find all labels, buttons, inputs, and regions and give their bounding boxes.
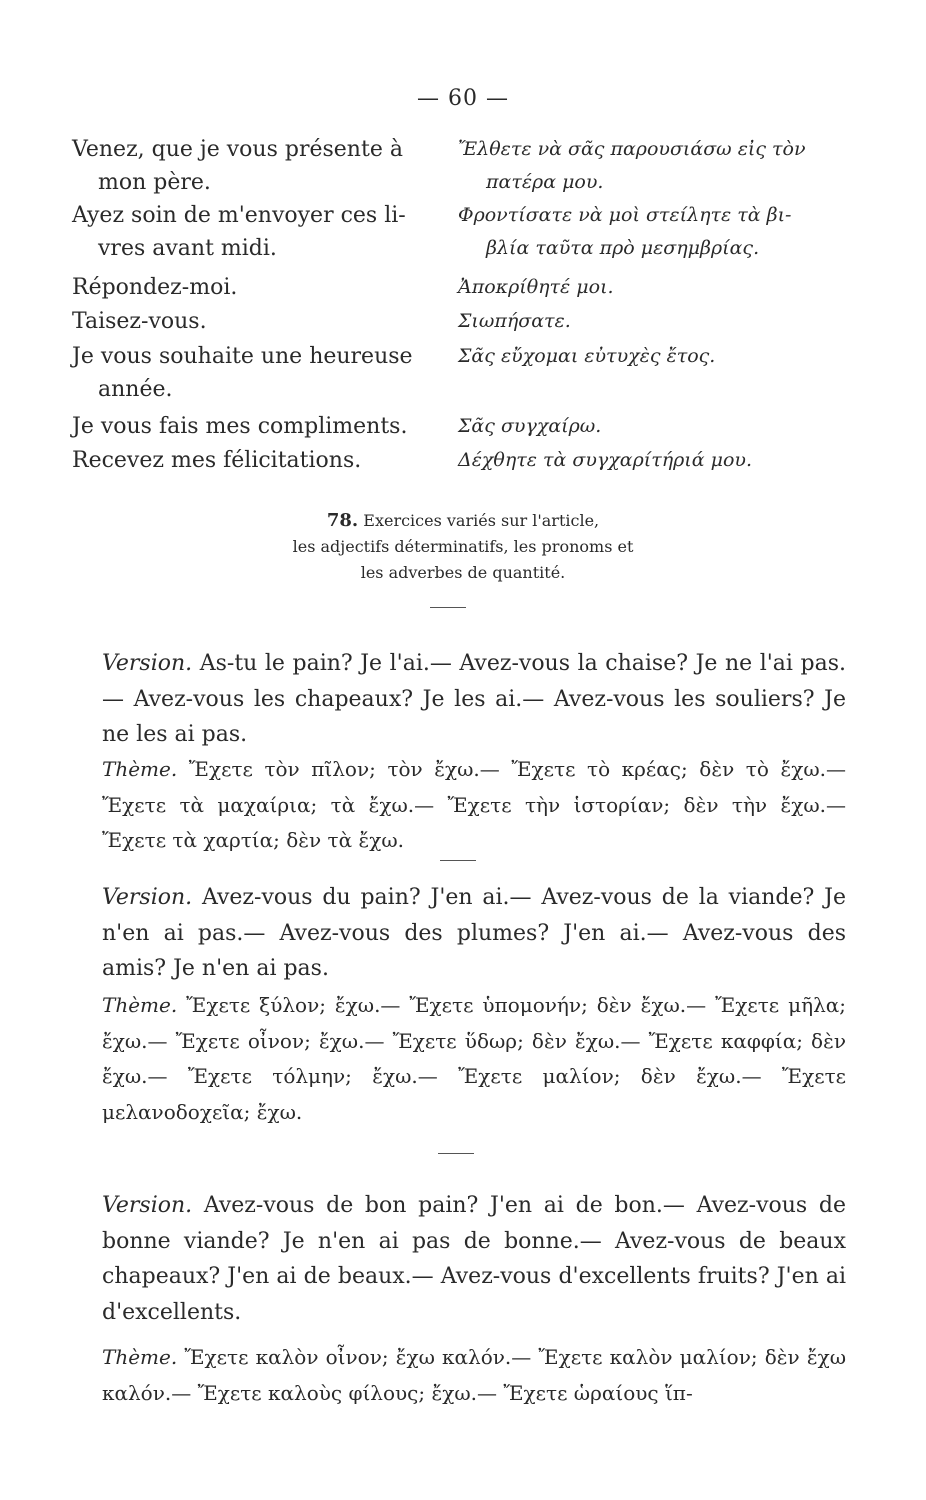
version-label: Version. (102, 1193, 193, 1218)
french-phrase: Venez, que je vous présente à (72, 137, 403, 162)
greek-phrase: Σᾶς εὔχομαι εὐτυχὲς ἔτος. (458, 345, 716, 367)
version-text: Avez-vous du pain? J'en ai.— Avez-vous de la viande? Je n'en ai pas.— Avez-vous des plumes? J'en ai.— Avez-vous des amis? Je n'en ai pas. (102, 885, 846, 981)
greek-phrase: Δέχθητε τὰ συγχαρίτήριά μου. (458, 449, 752, 471)
version-paragraph (102, 1188, 846, 1330)
french-phrase-cont: vres avant midi. (98, 236, 277, 261)
section-title-line3: les adverbes de quantité. (360, 563, 566, 582)
page-number: — 60 — (417, 86, 509, 111)
theme-label: Thème. (102, 757, 178, 781)
greek-phrase-cont: βλία ταῦτα πρὸ μεσημβρίας. (486, 237, 760, 259)
section-number: 78. (326, 510, 359, 531)
theme-text: Ἔχετε καλὸν οἶνον; ἔχω καλόν.— Ἔχετε καλὸν μαλίον; δὲν ἔχω καλόν.— Ἔχετε καλοὺς φίλους; ἔχω.— Ἔχετε ὡραίους ἵπ- (102, 1345, 846, 1405)
french-phrase: Je vous souhaite une heureuse (72, 344, 413, 369)
version-label: Version. (102, 885, 193, 910)
version-text: As-tu le pain? Je l'ai.— Avez-vous la chaise? Je ne l'ai pas.— Avez-vous les chapeaux? Je les ai.— Avez-vous les souliers? Je ne les ai pas. (102, 651, 846, 747)
theme-paragraph (102, 1340, 846, 1411)
greek-phrase: Ἀποκρίθητέ μοι. (458, 276, 614, 298)
greek-phrase: Σιωπήσατε. (458, 310, 571, 332)
theme-text: Ἔχετε τὸν πῖλον; τὸν ἔχω.— Ἔχετε τὸ κρέας; δὲν τὸ ἔχω.— Ἔχετε τὰ μαχαίρια; τὰ ἔχω.— Ἔχετε τὴν ἱστορίαν; δὲν τὴν ἔχω.— Ἔχετε τὰ χαρτία; δὲν τὰ ἔχω. (102, 757, 847, 852)
french-phrase: Répondez-moi. (72, 275, 238, 300)
french-phrase: Je vous fais mes compliments. (72, 414, 408, 439)
version-text: Avez-vous de bon pain? J'en ai de bon.— Avez-vous de bonne viande? Je n'en ai pas de bonne.— Avez-vous de beaux chapeaux? J'en ai de beaux.— Avez-vous d'excellents fruits? J'en ai d'excellents. (102, 1193, 847, 1325)
french-phrase: Recevez mes félicitations. (72, 448, 362, 473)
version-paragraph (102, 880, 846, 987)
greek-phrase: Σᾶς συγχαίρω. (458, 415, 602, 437)
theme-paragraph (102, 988, 846, 1130)
french-phrase: Taisez-vous. (72, 309, 207, 334)
version-paragraph (102, 646, 846, 753)
theme-label: Thème. (102, 1345, 178, 1369)
section-title-line2: les adjectifs déterminatifs, les pronoms et (292, 537, 634, 556)
divider (440, 860, 476, 861)
divider (430, 607, 466, 608)
french-phrase-cont: mon père. (98, 170, 211, 195)
section-heading (0, 508, 926, 586)
french-phrase-cont: année. (98, 377, 173, 402)
french-phrase: Ayez soin de m'envoyer ces li- (72, 203, 406, 228)
greek-phrase: Ἔλθετε νὰ σᾶς παρουσιάσω εἰς τὸν (458, 138, 806, 160)
section-title-line1: Exercices variés sur l'article, (363, 511, 600, 530)
version-label: Version. (102, 651, 193, 676)
divider (438, 1153, 474, 1154)
theme-paragraph (102, 752, 846, 859)
theme-label: Thème. (102, 993, 178, 1017)
theme-text: Ἔχετε ξύλον; ἔχω.— Ἔχετε ὑπομονήν; δὲν ἔχω.— Ἔχετε μῆλα; ἔχω.— Ἔχετε οἶνον; ἔχω.— Ἔχετε ὕδωρ; δὲν ἔχω.— Ἔχετε καφφία; δὲν ἔχω.— Ἔχετε τόλμην; ἔχω.— Ἔχετε μαλίον; δὲν ἔχω.— Ἔχετε μελανοδοχεῖα; ἔχω. (102, 993, 847, 1124)
greek-phrase-cont: πατέρα μου. (486, 171, 604, 193)
greek-phrase: Φροντίσατε νὰ μοὶ στείλητε τὰ βι- (458, 204, 792, 226)
